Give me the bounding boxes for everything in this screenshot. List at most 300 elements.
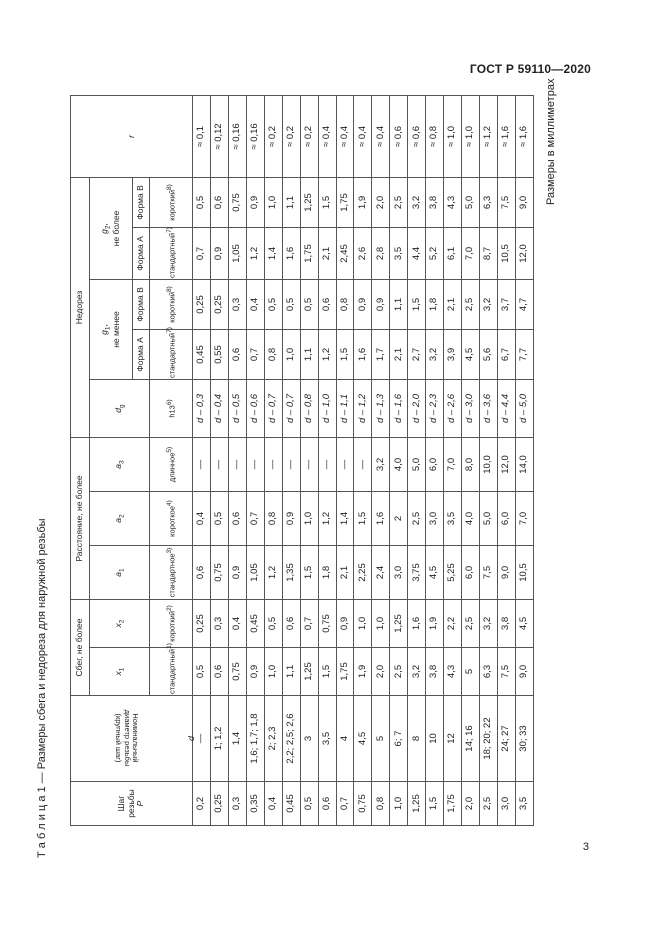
header-g1-b-short: короткий8) <box>150 280 193 330</box>
header-nominal-diameter: Номинальный диаметр резьбы (крупный шаг) d <box>71 696 193 782</box>
table-cell: 1,25 <box>390 600 408 648</box>
table-cell: 4,7 <box>515 280 533 330</box>
table-cell: 6,0 <box>426 438 444 492</box>
table-cell: ≈ 0,2 <box>264 95 282 177</box>
table-cell: 2,5 <box>480 782 498 826</box>
table-cell: 0,8 <box>336 280 354 330</box>
table-cell: d – 0,5 <box>228 380 246 438</box>
header-g2-forma-a: Форма А <box>133 228 150 280</box>
table-cell: 5 <box>372 696 390 782</box>
table-cell: 2,1 <box>390 330 408 380</box>
table-cell: 0,6 <box>318 280 336 330</box>
table-cell: 2,5 <box>390 177 408 227</box>
table-cell: 0,9 <box>246 177 264 227</box>
table-cell: 7,0 <box>444 438 462 492</box>
table-cell: 0,9 <box>372 280 390 330</box>
table-cell: 6,3 <box>480 177 498 227</box>
table-row <box>210 95 228 825</box>
table-cell: 2,25 <box>354 546 372 600</box>
table-cell: 3,75 <box>408 546 426 600</box>
table-row <box>354 95 372 825</box>
table-cell: 0,45 <box>282 782 300 826</box>
table-cell: 7,0 <box>515 492 533 546</box>
table-cell: 0,4 <box>264 782 282 826</box>
table-cell: 3,0 <box>390 546 408 600</box>
table-cell: 2,5 <box>390 648 408 696</box>
table-cell: 2,2; 2,5; 2,6 <box>282 696 300 782</box>
table-cell: d – 0,7 <box>264 380 282 438</box>
header-g1-forma-a: Форма А <box>133 330 150 380</box>
table-cell: 3,2 <box>372 438 390 492</box>
table-cell: — <box>193 696 211 782</box>
table-cell: 1,0 <box>264 177 282 227</box>
table-cell: 1,1 <box>282 177 300 227</box>
table-cell: 0,7 <box>336 782 354 826</box>
header-g2-a-standard: стандартный7) <box>150 228 193 280</box>
table-cell: d – 2,6 <box>444 380 462 438</box>
header-a3-long: длинное5) <box>150 438 193 492</box>
table-cell: 4,5 <box>426 546 444 600</box>
table-cell: 5,25 <box>444 546 462 600</box>
table-row <box>372 95 390 825</box>
thread-dimensions-table <box>70 95 534 826</box>
table-cell: — <box>354 438 372 492</box>
table-cell: 2,8 <box>372 228 390 280</box>
table-cell: 2,0 <box>372 177 390 227</box>
table-cell: 3,5 <box>515 782 533 826</box>
table-cell: 3,2 <box>480 280 498 330</box>
header-x2-short: короткий2) <box>150 600 193 648</box>
table-cell: 0,6 <box>210 648 228 696</box>
table-cell: — <box>300 438 318 492</box>
table-cell: 5,6 <box>480 330 498 380</box>
table-cell: 1,5 <box>426 782 444 826</box>
table-cell: 1,75 <box>336 648 354 696</box>
table-cell: 0,6 <box>282 600 300 648</box>
table-row <box>444 95 462 825</box>
table-cell: 4,5 <box>354 696 372 782</box>
table-cell: 14; 16 <box>462 696 480 782</box>
header-runout: Сбег, не более <box>71 600 90 696</box>
table-cell: 2,5 <box>462 600 480 648</box>
table-row <box>264 95 282 825</box>
table-cell: ≈ 0,8 <box>426 95 444 177</box>
table-cell: 1,5 <box>318 177 336 227</box>
table-cell: 12,0 <box>515 228 533 280</box>
table-cell: 2,1 <box>444 280 462 330</box>
table-cell: 4,0 <box>462 492 480 546</box>
table-cell: d – 1,2 <box>354 380 372 438</box>
table-cell: 1,25 <box>300 177 318 227</box>
table-cell: 2,5 <box>462 280 480 330</box>
header-dg: $d_g$ <box>90 380 150 438</box>
table-cell: d – 2,0 <box>408 380 426 438</box>
table-cell: 0,3 <box>228 782 246 826</box>
header-g1: $g_1$, не менее <box>90 280 133 380</box>
table-cell: 1,9 <box>426 600 444 648</box>
table-cell: 3,5 <box>444 492 462 546</box>
table-cell: 18; 20; 22 <box>480 696 498 782</box>
table-cell: 0,4 <box>193 492 211 546</box>
table-cell: ≈ 0,2 <box>282 95 300 177</box>
table-cell: 0,55 <box>210 330 228 380</box>
table-cell: — <box>264 438 282 492</box>
table-cell: 0,5 <box>193 177 211 227</box>
table-cell: d – 0,6 <box>246 380 264 438</box>
table-cell: 1,4 <box>336 492 354 546</box>
table-cell: 3,8 <box>426 648 444 696</box>
table-cell: 0,4 <box>228 600 246 648</box>
table-cell: 4 <box>336 696 354 782</box>
table-cell: 8 <box>408 696 426 782</box>
table-cell: 1,5 <box>408 280 426 330</box>
header-x1: $x_1$ <box>90 648 150 696</box>
table-cell: — <box>318 438 336 492</box>
table-cell: 0,2 <box>193 782 211 826</box>
table-cell: 6,3 <box>480 648 498 696</box>
table-cell: 1,6 <box>282 228 300 280</box>
table-cell: 2,7 <box>408 330 426 380</box>
table-cell: 2,2 <box>444 600 462 648</box>
table-cell: d – 2,3 <box>426 380 444 438</box>
table-header <box>71 95 197 825</box>
table-cell: 8,0 <box>462 438 480 492</box>
table-cell: 6,0 <box>462 546 480 600</box>
table-cell: 7,5 <box>480 546 498 600</box>
table-cell: 0,6 <box>228 492 246 546</box>
header-a3: $a_3$ <box>90 438 150 492</box>
table-cell: 5 <box>462 648 480 696</box>
table-cell: 0,9 <box>228 546 246 600</box>
table-cell: d – 1,1 <box>336 380 354 438</box>
table-cell: 9,0 <box>515 648 533 696</box>
table-cell: 0,7 <box>246 330 264 380</box>
table-cell: 0,45 <box>193 330 211 380</box>
table-cell: d – 1,3 <box>372 380 390 438</box>
header-a2-short: короткое4) <box>150 492 193 546</box>
table-cell: 3,5 <box>318 696 336 782</box>
table-cell: 0,5 <box>264 600 282 648</box>
table-cell: 0,75 <box>318 600 336 648</box>
table-row <box>318 95 336 825</box>
table-row <box>282 95 300 825</box>
table-cell: 5,0 <box>408 438 426 492</box>
table-cell: 3,2 <box>408 648 426 696</box>
table-row <box>228 95 246 825</box>
table-cell: 2,4 <box>372 546 390 600</box>
table-cell: 2 <box>390 492 408 546</box>
table-cell: 1,4 <box>264 228 282 280</box>
table-cell: ≈ 0,4 <box>372 95 390 177</box>
table-caption: Т а б л и ц а 1 — Размеры сбега и недореза для наружной резьбы <box>36 518 48 858</box>
table-cell: 0,8 <box>372 782 390 826</box>
table-cell: 0,45 <box>246 600 264 648</box>
table-cell: 0,8 <box>264 492 282 546</box>
table-cell: 1,6 <box>372 492 390 546</box>
table-cell: d – 1,0 <box>318 380 336 438</box>
table-cell: 1,05 <box>228 228 246 280</box>
table-cell: ≈ 0,6 <box>408 95 426 177</box>
table-cell: 1,5 <box>336 330 354 380</box>
table-cell: 1,6 <box>408 600 426 648</box>
table-row <box>426 95 444 825</box>
table-cell: 0,35 <box>246 782 264 826</box>
table-cell: 2,45 <box>336 228 354 280</box>
table-row <box>497 95 515 825</box>
table-row <box>390 95 408 825</box>
header-g2-forma-b: Форма В <box>133 177 150 227</box>
table-cell: ≈ 0,4 <box>336 95 354 177</box>
table-cell: 3,8 <box>497 600 515 648</box>
table-cell: 1,7 <box>372 330 390 380</box>
table-cell: 10,0 <box>480 438 498 492</box>
table-cell: 2; 2,3 <box>264 696 282 782</box>
table-cell: 10,5 <box>515 546 533 600</box>
table-cell: 2,6 <box>354 228 372 280</box>
table-cell: — <box>228 438 246 492</box>
header-a1: $a_1$ <box>90 546 150 600</box>
table-cell: ≈ 1,6 <box>497 95 515 177</box>
table-cell: ≈ 1,0 <box>444 95 462 177</box>
table-cell: 7,7 <box>515 330 533 380</box>
table-cell: 9,0 <box>515 177 533 227</box>
table-cell: 0,9 <box>336 600 354 648</box>
table-cell: 0,75 <box>210 546 228 600</box>
table-cell: 0,75 <box>228 177 246 227</box>
table-cell: 1,75 <box>444 782 462 826</box>
table-cell: 2,1 <box>318 228 336 280</box>
table-cell: — <box>282 438 300 492</box>
table-cell: 4,3 <box>444 177 462 227</box>
table-cell: 1,0 <box>282 330 300 380</box>
table-cell: 1,0 <box>264 648 282 696</box>
table-cell: 0,25 <box>193 600 211 648</box>
table-cell: d – 0,8 <box>300 380 318 438</box>
table-cell: 9,0 <box>497 546 515 600</box>
table-cell: — <box>210 438 228 492</box>
table-cell: 1,05 <box>246 546 264 600</box>
table-cell: 12,0 <box>497 438 515 492</box>
table-cell: 7,5 <box>497 648 515 696</box>
table-cell: 4,5 <box>462 330 480 380</box>
table-cell: 0,25 <box>193 280 211 330</box>
table-cell: 0,8 <box>264 330 282 380</box>
table-cell: ≈ 0,16 <box>246 95 264 177</box>
header-pitch: Шаг резьбы P <box>71 782 193 826</box>
table-cell: 0,5 <box>210 492 228 546</box>
table-cell: 1,1 <box>282 648 300 696</box>
table-cell: d – 0,4 <box>210 380 228 438</box>
page-number: 3 <box>582 841 589 853</box>
table-cell: 6,0 <box>497 492 515 546</box>
table-cell: 0,6 <box>193 546 211 600</box>
table-cell: 0,9 <box>354 280 372 330</box>
table-cell: 1,4 <box>228 696 246 782</box>
table-cell: 30; 33 <box>515 696 533 782</box>
table-row <box>300 95 318 825</box>
table-cell: ≈ 0,4 <box>354 95 372 177</box>
table-cell: 5,0 <box>462 177 480 227</box>
table-cell: 0,9 <box>246 648 264 696</box>
header-dg-h13: h136) <box>150 380 193 438</box>
table-row <box>336 95 354 825</box>
table-cell: 1,6 <box>354 330 372 380</box>
table-cell: 6; 7 <box>390 696 408 782</box>
table-cell: 1,9 <box>354 648 372 696</box>
header-distance: Расстояние, не более <box>71 438 90 600</box>
table-cell: 3,2 <box>408 177 426 227</box>
table-cell: 5,0 <box>480 492 498 546</box>
table-cell: ≈ 1,0 <box>462 95 480 177</box>
table-cell: 0,3 <box>228 280 246 330</box>
table-cell: 4,3 <box>444 648 462 696</box>
table-cell: 1; 1,2 <box>210 696 228 782</box>
table-row <box>246 95 264 825</box>
table-cell: — <box>193 438 211 492</box>
table-cell: d – 0,7 <box>282 380 300 438</box>
table-cell: 3,5 <box>390 228 408 280</box>
table-cell: 0,7 <box>246 492 264 546</box>
table-cell: 1,5 <box>300 546 318 600</box>
table-cell: 3,7 <box>497 280 515 330</box>
table-cell: 1,0 <box>300 492 318 546</box>
header-x1-standard: стандартный1) <box>150 648 193 696</box>
table-cell: 0,6 <box>318 782 336 826</box>
table-cell: 1,8 <box>426 280 444 330</box>
table-row <box>480 95 498 825</box>
table-cell: 4,5 <box>515 600 533 648</box>
table-cell: 3,9 <box>444 330 462 380</box>
table-cell: d – 3,0 <box>462 380 480 438</box>
table-cell: ≈ 1,2 <box>480 95 498 177</box>
table-cell: 0,5 <box>193 648 211 696</box>
table-cell: d – 5,0 <box>515 380 533 438</box>
table-cell: 1,75 <box>300 228 318 280</box>
table-cell: — <box>246 438 264 492</box>
table-cell: 0,6 <box>210 177 228 227</box>
table-cell: 2,5 <box>408 492 426 546</box>
table-cell: 8,7 <box>480 228 498 280</box>
table-cell: 0,5 <box>264 280 282 330</box>
table-cell: 1,0 <box>390 782 408 826</box>
table-cell: d – 0,3 <box>193 380 211 438</box>
table-cell: 1,2 <box>318 330 336 380</box>
table-cell: 3,2 <box>426 330 444 380</box>
header-g1-forma-b: Форма В <box>133 280 150 330</box>
table-cell: 10 <box>426 696 444 782</box>
table-cell: 0,75 <box>354 782 372 826</box>
table-row <box>408 95 426 825</box>
table-cell: 2,1 <box>336 546 354 600</box>
table-cell: 1,35 <box>282 546 300 600</box>
table-cell: 4,0 <box>390 438 408 492</box>
units-note: Размеры в миллиметрах <box>545 78 557 205</box>
table-cell: 0,7 <box>300 600 318 648</box>
table-cell: 6,7 <box>497 330 515 380</box>
table-cell: ≈ 0,12 <box>210 95 228 177</box>
document-code: ГОСТ Р 59110—2020 <box>469 62 591 76</box>
table-cell: ≈ 0,4 <box>318 95 336 177</box>
table-cell: 1,5 <box>354 492 372 546</box>
table-cell: 1,2 <box>264 546 282 600</box>
table-body <box>193 95 534 825</box>
table-cell: 2,0 <box>372 648 390 696</box>
table-cell: 0,25 <box>210 280 228 330</box>
header-g2-b-short: короткий8) <box>150 177 193 227</box>
table-cell: 0,5 <box>300 280 318 330</box>
header-r: r <box>71 95 193 177</box>
table-cell: ≈ 0,6 <box>390 95 408 177</box>
table-cell: 3 <box>300 696 318 782</box>
table-cell: 12 <box>444 696 462 782</box>
table-cell: 1,8 <box>318 546 336 600</box>
table-cell: ≈ 0,16 <box>228 95 246 177</box>
table-cell: d – 3,6 <box>480 380 498 438</box>
header-a1-standard: стандартное3) <box>150 546 193 600</box>
table-row <box>462 95 480 825</box>
table-cell: 7,0 <box>462 228 480 280</box>
table-cell: 0,9 <box>210 228 228 280</box>
table-cell: 7,5 <box>497 177 515 227</box>
table-cell: 0,5 <box>300 782 318 826</box>
header-x2: $x_2$ <box>90 600 150 648</box>
header-undercut: Недорез <box>71 177 90 437</box>
table-cell: 3,2 <box>480 600 498 648</box>
table-cell: 1,1 <box>390 280 408 330</box>
table-cell: 0,25 <box>210 782 228 826</box>
table-cell: 24; 27 <box>497 696 515 782</box>
header-g2: $g_2$, не более <box>90 177 133 279</box>
table-cell: 1,6; 1,7; 1,8 <box>246 696 264 782</box>
table-cell: d – 4,4 <box>497 380 515 438</box>
table-cell: 1,9 <box>354 177 372 227</box>
table-cell: 1,2 <box>318 492 336 546</box>
table-cell: 1,75 <box>336 177 354 227</box>
table-cell: 0,5 <box>282 280 300 330</box>
table-cell: 1,2 <box>246 228 264 280</box>
table-row <box>515 95 533 825</box>
table-cell: 5,2 <box>426 228 444 280</box>
table-cell: 3,0 <box>497 782 515 826</box>
table-cell: 4,4 <box>408 228 426 280</box>
table-cell: 0,75 <box>228 648 246 696</box>
table-cell: 0,9 <box>282 492 300 546</box>
table-cell: 0,4 <box>246 280 264 330</box>
table-row <box>193 95 211 825</box>
table-cell: ≈ 1,6 <box>515 95 533 177</box>
table-cell: 1,1 <box>300 330 318 380</box>
table-cell: 0,6 <box>228 330 246 380</box>
table-cell: — <box>336 438 354 492</box>
table-cell: ≈ 0,1 <box>193 95 211 177</box>
table-cell: d – 1,6 <box>390 380 408 438</box>
table-cell: 6,1 <box>444 228 462 280</box>
table-cell: ≈ 0,2 <box>300 95 318 177</box>
table-cell: 10,5 <box>497 228 515 280</box>
table-cell: 1,25 <box>408 782 426 826</box>
header-a2: $a_2$ <box>90 492 150 546</box>
table-cell: 1,0 <box>372 600 390 648</box>
rotated-table-container <box>70 96 534 826</box>
table-cell: 3,8 <box>426 177 444 227</box>
table-cell: 3,0 <box>426 492 444 546</box>
table-cell: 1,5 <box>318 648 336 696</box>
table-cell: 0,3 <box>210 600 228 648</box>
table-cell: 1,0 <box>354 600 372 648</box>
table-cell: 14,0 <box>515 438 533 492</box>
table-cell: 0,7 <box>193 228 211 280</box>
table-cell: 1,25 <box>300 648 318 696</box>
